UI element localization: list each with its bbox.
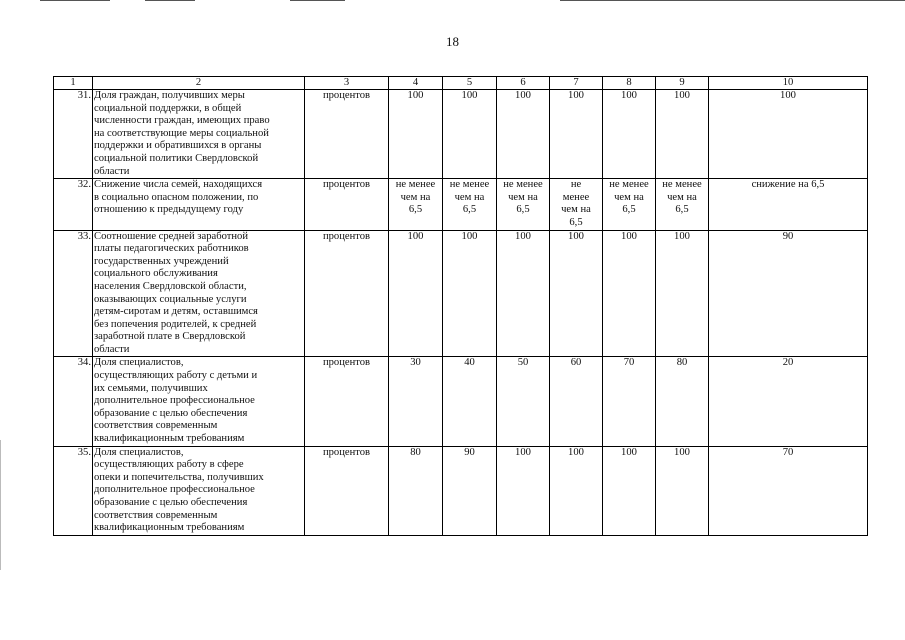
column-number: 3 — [305, 77, 389, 90]
year-value-cell — [550, 446, 603, 535]
column-number: 6 — [497, 77, 550, 90]
row-number: 31. — [54, 90, 93, 179]
year-value-cell — [656, 446, 709, 535]
description-line: заработной плате в Свердловской — [94, 331, 246, 343]
year-value-cell — [497, 179, 550, 230]
description-line: области — [94, 343, 130, 355]
year-value-cell — [389, 90, 443, 179]
scan-side-mark — [0, 440, 1, 570]
unit-of-measure: процентов — [305, 90, 389, 179]
indicator-description — [93, 446, 305, 535]
year-value-cell — [603, 230, 656, 357]
value-line: 80 — [410, 446, 421, 458]
description-line: социального обслуживания — [94, 268, 218, 280]
year-value-cell — [389, 179, 443, 230]
value-line: не менее — [395, 179, 436, 191]
indicators-table — [53, 76, 868, 536]
description-line: квалификационным требованиям — [94, 433, 245, 445]
year-value-cell — [497, 230, 550, 357]
value-line: чем на — [454, 191, 485, 203]
value-line: не менее — [609, 179, 649, 191]
indicator-description — [93, 179, 305, 230]
year-value-cell — [603, 90, 656, 179]
value-line: 40 — [464, 357, 475, 369]
value-line: 100 — [674, 446, 690, 458]
description-line: поддержки и обратившихся в органы — [94, 140, 262, 152]
value-line: чем на — [561, 204, 591, 216]
description-line: осуществляющих работу в сфере — [94, 459, 244, 471]
value-line: 100 — [461, 90, 478, 101]
year-value-cell — [497, 357, 550, 446]
column-number: 8 — [603, 77, 656, 90]
value-line: 70 — [623, 357, 635, 369]
description-line: оказывающих социальные услуги — [94, 293, 247, 305]
year-value-cell — [389, 230, 443, 357]
column-number: 1 — [54, 77, 93, 90]
year-value-cell — [443, 179, 497, 230]
description-line: населения Свердловской области, — [94, 280, 247, 292]
value-line: 100 — [780, 90, 796, 101]
description-line: Доля граждан, получивших меры — [94, 90, 245, 101]
target-value-cell — [709, 179, 868, 230]
value-line: 100 — [621, 90, 637, 101]
description-line: отношению к предыдущему году — [94, 204, 244, 216]
table-body — [54, 77, 868, 536]
value-line: 100 — [515, 90, 531, 101]
value-line: менее — [562, 191, 590, 203]
indicator-description — [93, 357, 305, 446]
year-value-cell — [497, 90, 550, 179]
description-line: детям-сиротам и детям, оставшимся — [94, 306, 258, 318]
value-line: не — [570, 179, 582, 191]
table-row — [54, 230, 868, 357]
year-value-cell — [550, 230, 603, 357]
value-line: 50 — [517, 357, 529, 369]
year-value-cell — [656, 90, 709, 179]
value-line: 100 — [621, 230, 637, 242]
description-line: области — [94, 165, 130, 177]
table-row — [54, 90, 868, 179]
value-line: не менее — [449, 179, 490, 191]
value-line: 100 — [515, 446, 531, 458]
value-line: 20 — [782, 357, 794, 369]
value-line: 100 — [568, 446, 584, 458]
description-line: государственных учреждений — [94, 255, 229, 267]
target-value-cell — [709, 357, 868, 446]
description-line: соответствия современным — [94, 509, 218, 521]
description-line: Соотношение средней заработной — [94, 230, 249, 242]
description-line: социальной политики Свердловской — [94, 152, 259, 164]
unit-of-measure: процентов — [305, 357, 389, 446]
year-value-cell — [443, 357, 497, 446]
value-line: 100 — [461, 230, 478, 242]
year-value-cell — [389, 357, 443, 446]
row-number: 32. — [54, 179, 93, 230]
value-line: 80 — [676, 357, 688, 369]
description-line: Доля специалистов, — [94, 357, 184, 369]
column-number-row — [54, 77, 868, 90]
value-line: снижение на 6,5 — [751, 179, 825, 191]
year-value-cell — [656, 357, 709, 446]
description-line: численности граждан, имеющих право — [94, 115, 270, 127]
unit-of-measure: процентов — [305, 230, 389, 357]
description-line: Снижение числа семей, находящихся — [94, 179, 263, 191]
value-line: чем на — [400, 191, 431, 203]
year-value-cell — [656, 230, 709, 357]
value-line: не менее — [503, 179, 543, 191]
value-line: 100 — [674, 230, 690, 242]
value-line: чем на — [667, 191, 697, 203]
scan-edge-line — [145, 0, 195, 1]
value-line: 6,5 — [622, 204, 636, 216]
column-number: 7 — [550, 77, 603, 90]
description-line: их семьями, получивших — [94, 382, 208, 394]
description-line: без попечения родителей, к средней — [94, 318, 257, 330]
description-line: Доля специалистов, — [94, 446, 184, 458]
description-line: в социально опасном положении, по — [94, 191, 259, 203]
year-value-cell — [656, 179, 709, 230]
year-value-cell — [443, 446, 497, 535]
row-number: 35. — [54, 446, 93, 535]
description-line: социальной поддержки, в общей — [94, 102, 242, 114]
description-line: образование с целью обеспечения — [94, 497, 248, 508]
value-line: 70 — [782, 446, 794, 458]
table-row — [54, 446, 868, 535]
column-number: 5 — [443, 77, 497, 90]
value-line: 100 — [674, 90, 690, 101]
value-line: 100 — [568, 230, 584, 242]
value-line: 6,5 — [569, 216, 583, 228]
column-number: 2 — [93, 77, 305, 90]
value-line: 90 — [464, 446, 475, 458]
description-line: образование с целью обеспечения — [94, 407, 248, 419]
description-line: осуществляющих работу с детьми и — [94, 370, 258, 382]
description-line: дополнительное профессиональное — [94, 484, 255, 496]
unit-of-measure: процентов — [305, 179, 389, 230]
column-number: 10 — [709, 77, 868, 90]
description-line: на соответствующие меры социальной — [94, 127, 269, 139]
value-line: чем на — [614, 191, 644, 203]
scan-edge-line — [560, 0, 905, 1]
year-value-cell — [603, 357, 656, 446]
year-value-cell — [550, 179, 603, 230]
indicator-description — [93, 230, 305, 357]
value-line: 100 — [407, 230, 424, 242]
year-value-cell — [443, 90, 497, 179]
column-number: 9 — [656, 77, 709, 90]
value-line: 6,5 — [408, 204, 423, 216]
target-value-cell — [709, 90, 868, 179]
value-line: 60 — [570, 357, 582, 369]
target-value-cell — [709, 446, 868, 535]
value-line: 100 — [568, 90, 584, 101]
year-value-cell — [550, 357, 603, 446]
year-value-cell — [497, 446, 550, 535]
table-row — [54, 179, 868, 230]
description-line: соответствия современным — [94, 420, 218, 432]
value-line: 90 — [782, 230, 794, 242]
description-line: квалификационным требованиям — [94, 522, 245, 534]
description-line: дополнительное профессиональное — [94, 395, 255, 407]
unit-of-measure: процентов — [305, 446, 389, 535]
year-value-cell — [550, 90, 603, 179]
value-line: 100 — [407, 90, 424, 101]
row-number: 34. — [54, 357, 93, 446]
value-line: 6,5 — [462, 204, 477, 216]
description-line: платы педагогических работников — [94, 243, 249, 255]
value-line: 6,5 — [675, 204, 689, 216]
column-number: 4 — [389, 77, 443, 90]
value-line: 100 — [621, 446, 637, 458]
scan-edge-line — [40, 0, 110, 1]
page-number: 18 — [446, 34, 459, 49]
row-number: 33. — [54, 230, 93, 357]
table-row — [54, 357, 868, 446]
year-value-cell — [603, 179, 656, 230]
value-line: не менее — [662, 179, 702, 191]
indicator-description — [93, 90, 305, 179]
year-value-cell — [443, 230, 497, 357]
year-value-cell — [603, 446, 656, 535]
year-value-cell — [389, 446, 443, 535]
scan-edge-line — [290, 0, 345, 1]
value-line: 6,5 — [516, 204, 530, 216]
description-line: опеки и попечительства, получивших — [94, 471, 264, 483]
value-line: 30 — [410, 357, 421, 369]
target-value-cell — [709, 230, 868, 357]
value-line: чем на — [508, 191, 538, 203]
value-line: 100 — [515, 230, 531, 242]
